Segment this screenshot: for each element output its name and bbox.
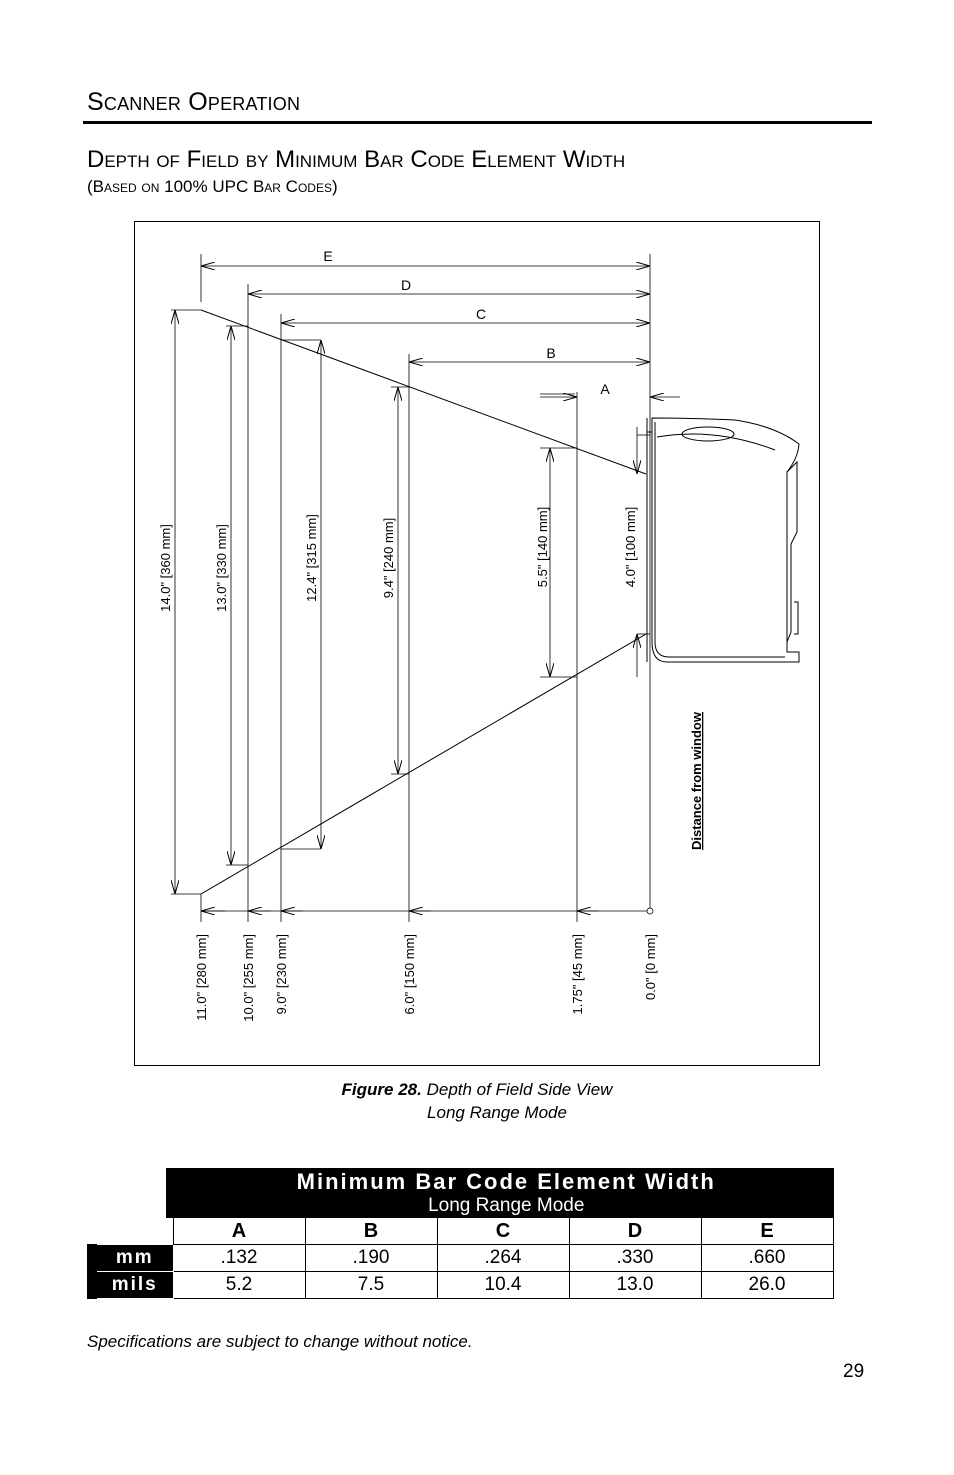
distance-from-window-label: Distance from window [689,712,704,850]
width-label-a: A [600,381,610,397]
height-label-d: 13.0" [330 mm] [214,524,229,612]
width-label-e: E [323,248,333,264]
spec-table-title-cell [173,1169,833,1218]
table-row [92,1245,833,1272]
figure-caption-line1 [0,1080,954,1100]
column-header-c: C [437,1218,569,1245]
section-rule [83,121,872,124]
spec-table [87,1168,834,1299]
table-cell: .330 [569,1245,701,1272]
table-cell: .132 [173,1245,305,1272]
field-boundary-lines [201,310,646,894]
table-row [92,1272,833,1299]
table-cell: 5.2 [173,1272,305,1299]
width-label-d: D [400,277,412,293]
distance-label-e: 11.0" [280 mm] [194,934,209,1021]
spec-table-title: Minimum Bar Code Element Width [296,1169,716,1194]
width-arrows [201,266,680,911]
table-cell: 10.4 [437,1272,569,1299]
table-cell: .660 [701,1245,833,1272]
depth-of-field-figure [134,221,820,1066]
section-title: Scanner Operation [87,88,301,116]
figure-caption-line2: Long Range Mode [427,1103,567,1122]
spec-table-column-row [92,1218,833,1245]
spec-table-corner [92,1169,173,1218]
column-header-d: D [569,1218,701,1245]
height-label-c: 12.4" [315 mm] [304,514,319,602]
width-label-b: B [546,345,556,361]
footnote: Specifications are subject to change without notice. [87,1332,473,1351]
distance-label-a: 1.75" [45 mm] [570,934,585,1015]
figure-caption-text: Depth of Field Side View [421,1080,613,1099]
distance-label-d: 10.0" [255 mm] [241,934,256,1022]
height-label-window: 4.0" [100 mm] [623,506,638,588]
height-label-b: 9.4" [240 mm] [381,517,396,599]
table-cell: .190 [305,1245,437,1272]
height-label-e: 14.0" [360 mm] [158,524,173,612]
spec-table-header-row [92,1169,833,1218]
distance-label-b: 6.0" [150 mm] [402,934,417,1015]
height-arrows [175,310,637,894]
column-header-a: A [173,1218,305,1245]
row-label-mm: mm [92,1245,173,1272]
extension-lines [171,254,650,922]
distance-label-c: 9.0" [230 mm] [274,934,289,1015]
column-header-b: B [305,1218,437,1245]
table-cell: 26.0 [701,1272,833,1299]
depth-of-field-diagram [135,222,821,1067]
figure-caption-prefix: Figure 28. [341,1080,422,1099]
height-label-a: 5.5" [140 mm] [535,506,550,588]
row-label-mils: mils [92,1272,173,1299]
table-cell: 13.0 [569,1272,701,1299]
column-header-e: E [701,1218,833,1245]
page-subnote: (Based on 100% UPC Bar Codes) [87,177,338,196]
spec-table-subtitle: Long Range Mode [428,1195,585,1216]
page-number: 29 [843,1361,865,1382]
width-label-c: C [475,306,487,322]
table-cell: .264 [437,1245,569,1272]
distance-label-window: 0.0" [0 mm] [643,934,658,1001]
page-subtitle: Depth of Field by Minimum Bar Code Element Width [87,146,626,173]
scanner-drawing [647,418,799,662]
table-cell: 7.5 [305,1272,437,1299]
